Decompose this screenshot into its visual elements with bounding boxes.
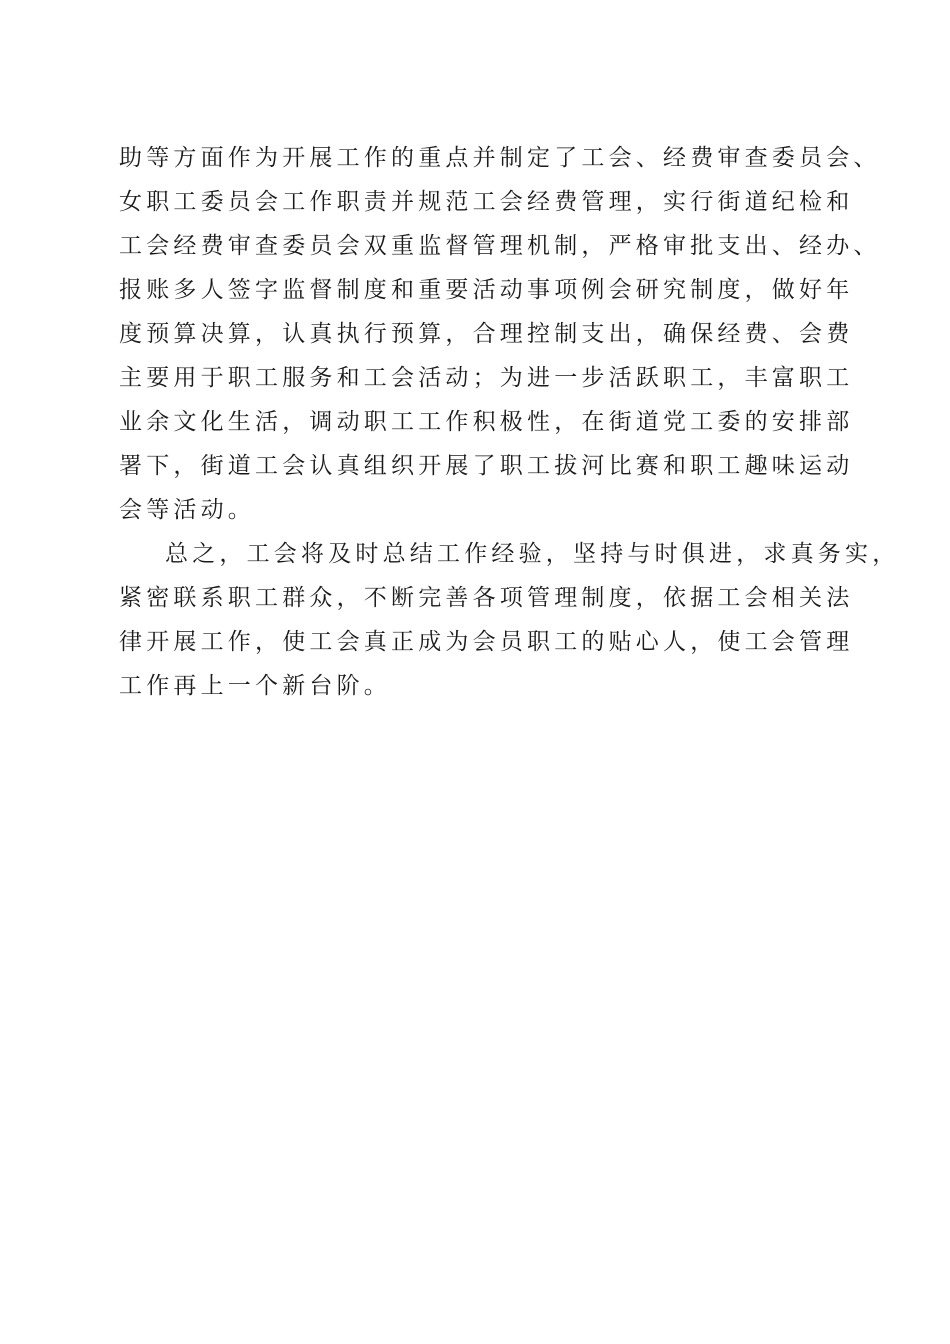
text-line: 报账多人签字监督制度和重要活动事项例会研究制度，做好年 (119, 277, 854, 303)
text-line: 工会经费审查委员会双重监督管理机制，严格审批支出、经办、 (119, 233, 881, 259)
paragraph-work-measures (119, 136, 881, 532)
text-line: 律开展工作，使工会真正成为会员职工的贴心人，使工会管理 (119, 629, 854, 655)
paragraph-conclusion (119, 532, 900, 708)
text-line: 工作再上一个新台阶。 (119, 673, 391, 699)
text-line: 主要用于职工服务和工会活动；为进一步活跃职工，丰富职工 (119, 365, 854, 391)
text-line: 度预算决算，认真执行预算，合理控制支出，确保经费、会费 (119, 321, 854, 347)
text-line: 署下，街道工会认真组织开展了职工拔河比赛和职工趣味运动 (119, 453, 854, 479)
text-line: 助等方面作为开展工作的重点并制定了工会、经费审查委员会、 (119, 145, 881, 171)
text-line: 总之，工会将及时总结工作经验，坚持与时俱进，求真务实， (165, 541, 900, 567)
document-body (119, 136, 900, 708)
text-line: 业余文化生活，调动职工工作积极性，在街道党工委的安排部 (119, 409, 854, 435)
text-line: 会等活动。 (119, 497, 255, 523)
text-line: 紧密联系职工群众，不断完善各项管理制度，依据工会相关法 (119, 585, 854, 611)
text-line: 女职工委员会工作职责并规范工会经费管理，实行街道纪检和 (119, 189, 854, 215)
